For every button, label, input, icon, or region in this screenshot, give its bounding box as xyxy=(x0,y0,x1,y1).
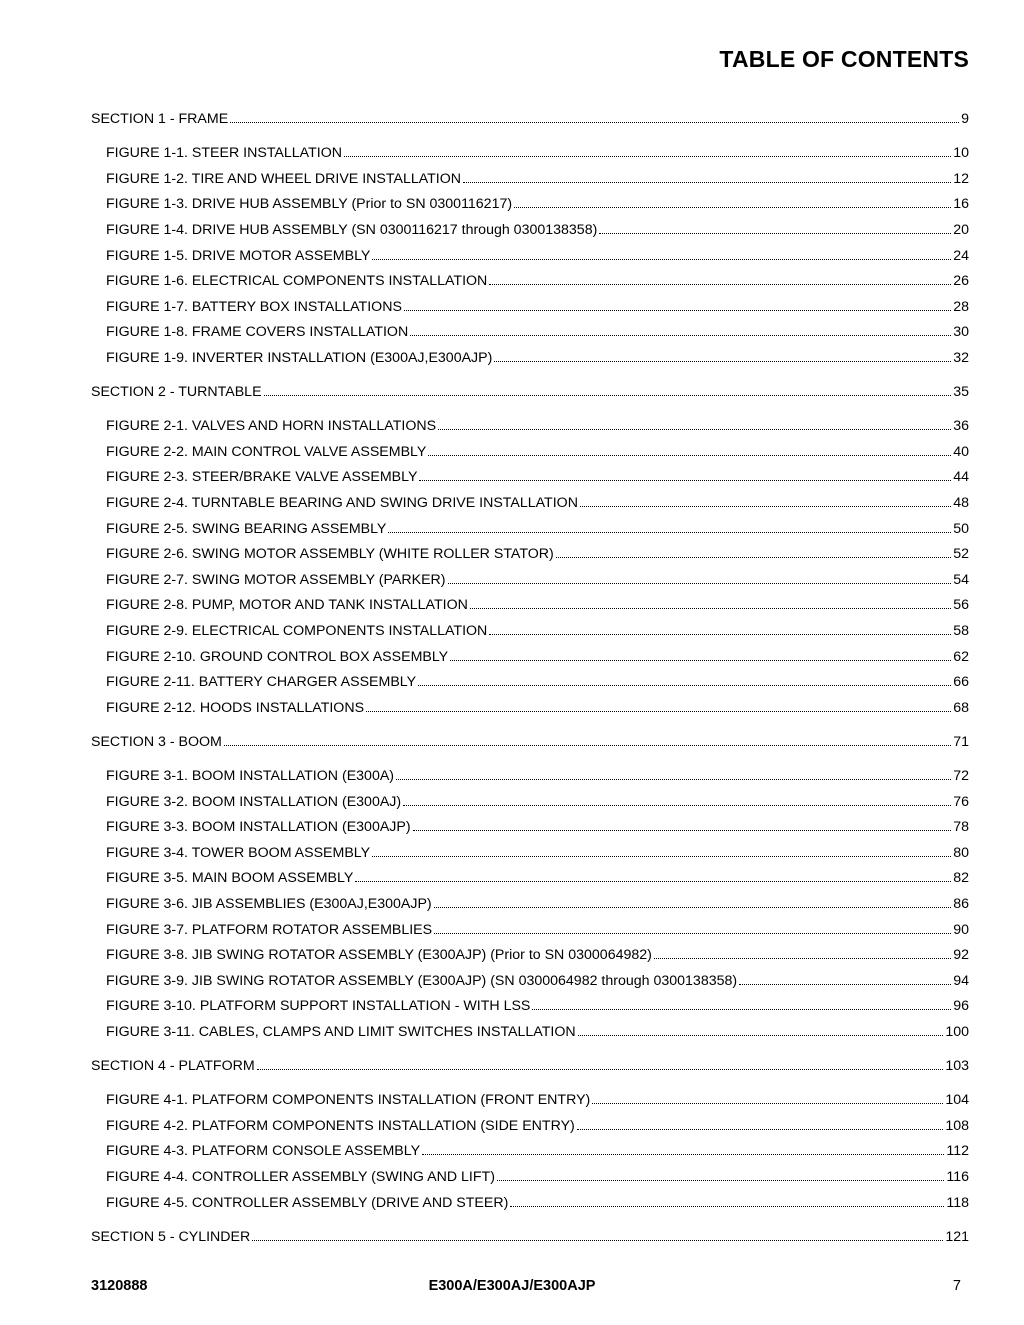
toc-entry-page: 52 xyxy=(953,546,969,563)
toc-entry-page: 30 xyxy=(953,324,969,341)
toc-figure-entry[interactable] xyxy=(106,245,969,265)
toc-entry-label: SECTION 3 - BOOM xyxy=(91,733,222,750)
toc-figure-entry[interactable] xyxy=(106,594,969,614)
dot-leader xyxy=(257,1055,944,1070)
toc-entry-label: FIGURE 2-12. HOODS INSTALLATIONS xyxy=(106,699,365,716)
dot-leader xyxy=(434,919,951,934)
dot-leader xyxy=(448,569,952,584)
toc-figure-entry[interactable] xyxy=(106,569,969,589)
toc-figure-entry[interactable] xyxy=(106,867,969,887)
dot-leader xyxy=(396,765,951,780)
toc-figure-entry[interactable] xyxy=(106,518,969,538)
toc-entry-label: FIGURE 1-3. DRIVE HUB ASSEMBLY (Prior to SN 0300116217) xyxy=(106,196,513,213)
toc-entry-label: FIGURE 1-8. FRAME COVERS INSTALLATION xyxy=(106,324,409,341)
dot-leader xyxy=(419,466,951,481)
toc-figure-entry[interactable] xyxy=(106,995,969,1015)
dot-leader xyxy=(463,168,951,183)
toc-figure-entry[interactable] xyxy=(106,765,969,785)
page-title: TABLE OF CONTENTS xyxy=(719,46,969,72)
toc-figure-entry[interactable] xyxy=(106,1140,969,1160)
dot-leader xyxy=(252,1226,943,1241)
dot-leader xyxy=(388,518,951,533)
dot-leader xyxy=(404,296,951,311)
toc-entry-page: 100 xyxy=(945,1023,969,1040)
toc-figure-entry[interactable] xyxy=(106,620,969,640)
toc-entry-label: FIGURE 2-6. SWING MOTOR ASSEMBLY (WHITE ROLLER STATOR) xyxy=(106,546,554,563)
toc-entry-label: FIGURE 2-10. GROUND CONTROL BOX ASSEMBLY xyxy=(106,648,449,665)
toc-entry-label: SECTION 1 - FRAME xyxy=(91,111,229,127)
toc-entry-page: 24 xyxy=(953,247,969,264)
dot-leader xyxy=(578,1021,944,1036)
toc-entry-label: FIGURE 2-8. PUMP, MOTOR AND TANK INSTALLATION xyxy=(106,597,468,614)
toc-entry-page: 50 xyxy=(953,520,969,537)
toc-entry-label: FIGURE 2-5. SWING BEARING ASSEMBLY xyxy=(106,520,387,537)
dot-leader xyxy=(510,1192,944,1207)
toc-entry-page: 28 xyxy=(953,298,969,315)
toc-figure-entry[interactable] xyxy=(106,270,969,290)
dot-leader xyxy=(470,594,951,609)
toc-entry-label: FIGURE 2-3. STEER/BRAKE VALVE ASSEMBLY xyxy=(106,469,418,486)
toc-entry-page: 80 xyxy=(953,844,969,861)
dot-leader xyxy=(413,816,952,831)
toc-figure-entry[interactable] xyxy=(106,441,969,461)
toc-entry-label: FIGURE 1-4. DRIVE HUB ASSEMBLY (SN 0300116217 through 0300138358) xyxy=(106,221,598,238)
dot-leader xyxy=(438,415,951,430)
dot-leader xyxy=(372,245,951,260)
toc-entry-page: 20 xyxy=(953,221,969,238)
toc-entry-label: FIGURE 2-2. MAIN CONTROL VALVE ASSEMBLY xyxy=(106,443,427,460)
toc-entry-label: FIGURE 1-7. BATTERY BOX INSTALLATIONS xyxy=(106,298,402,315)
toc-entry-page: 40 xyxy=(953,443,969,460)
toc-entry-label: FIGURE 4-1. PLATFORM COMPONENTS INSTALLATION (FRONT ENTRY) xyxy=(106,1092,591,1109)
toc-entry-label: FIGURE 1-9. INVERTER INSTALLATION (E300AJ,E300AJP) xyxy=(106,349,493,366)
toc-figure-entry[interactable] xyxy=(106,816,969,836)
toc-entry-page: 26 xyxy=(953,273,969,290)
toc-entry-label: FIGURE 3-2. BOOM INSTALLATION (E300AJ) xyxy=(106,793,402,810)
toc-figure-entry[interactable] xyxy=(106,1115,969,1135)
toc-entry-page: 76 xyxy=(953,793,969,810)
toc-entry-label: FIGURE 2-4. TURNTABLE BEARING AND SWING DRIVE INSTALLATION xyxy=(106,494,578,511)
toc-entry-label: FIGURE 2-1. VALVES AND HORN INSTALLATIONS xyxy=(106,418,437,435)
toc-entry-label: FIGURE 2-7. SWING MOTOR ASSEMBLY (PARKER) xyxy=(106,571,446,588)
toc-entry-page: 68 xyxy=(953,699,969,716)
toc-figure-entry[interactable] xyxy=(106,193,969,213)
toc-figure-entry[interactable] xyxy=(106,466,969,486)
toc-entry-label: FIGURE 2-9. ELECTRICAL COMPONENTS INSTALLATION xyxy=(106,622,488,639)
toc-entry-label: FIGURE 4-5. CONTROLLER ASSEMBLY (DRIVE AND STEER) xyxy=(106,1194,509,1211)
toc-entry-label: FIGURE 1-2. TIRE AND WHEEL DRIVE INSTALLATION xyxy=(106,170,462,187)
toc-entry-label: FIGURE 3-4. TOWER BOOM ASSEMBLY xyxy=(106,844,371,861)
toc-entry-label: SECTION 4 - PLATFORM xyxy=(91,1058,255,1074)
dot-leader xyxy=(556,543,951,558)
toc-figure-entry[interactable] xyxy=(106,697,969,717)
toc-section-entry[interactable] xyxy=(91,381,969,401)
toc-entry-label: FIGURE 3-7. PLATFORM ROTATOR ASSEMBLIES xyxy=(106,921,433,938)
dot-leader xyxy=(230,108,959,123)
dot-leader xyxy=(450,646,951,661)
toc-entry-label: FIGURE 3-3. BOOM INSTALLATION (E300AJP) xyxy=(106,819,411,836)
toc-entry-page: 36 xyxy=(953,418,969,435)
toc-entry-page: 108 xyxy=(945,1117,969,1134)
toc-entry-page: 86 xyxy=(953,895,969,912)
toc-entry-page: 90 xyxy=(953,921,969,938)
dot-leader xyxy=(514,193,951,208)
dot-leader xyxy=(372,842,951,857)
toc-entry-page: 78 xyxy=(953,819,969,836)
toc-figure-entry[interactable] xyxy=(106,415,969,435)
footer-model: E300A/E300AJ/E300AJP xyxy=(428,1278,596,1294)
toc-entry-label: FIGURE 3-6. JIB ASSEMBLIES (E300AJ,E300AJP) xyxy=(106,895,432,912)
toc-figure-entry[interactable] xyxy=(106,219,969,239)
toc-section-entry[interactable] xyxy=(91,731,969,751)
toc-entry-label: FIGURE 3-11. CABLES, CLAMPS AND LIMIT SWITCHES INSTALLATION xyxy=(106,1023,576,1040)
toc-entry-page: 12 xyxy=(953,170,969,187)
toc-entry-label: FIGURE 2-11. BATTERY CHARGER ASSEMBLY xyxy=(106,674,417,691)
toc-entry-page: 16 xyxy=(953,196,969,213)
toc-section-entry[interactable] xyxy=(91,108,969,128)
toc-figure-entry[interactable] xyxy=(106,492,969,512)
toc-entry-page: 9 xyxy=(961,111,969,127)
toc-entry-label: FIGURE 3-10. PLATFORM SUPPORT INSTALLATION - WITH LSS xyxy=(106,998,531,1015)
dot-leader xyxy=(366,697,951,712)
toc-figure-entry[interactable] xyxy=(106,142,969,162)
toc-entry-label: FIGURE 3-5. MAIN BOOM ASSEMBLY xyxy=(106,870,354,887)
dot-leader xyxy=(434,893,952,908)
toc-entry-page: 72 xyxy=(953,767,969,784)
dot-leader xyxy=(592,1089,943,1104)
toc-entry-page: 32 xyxy=(953,349,969,366)
toc-entry-page: 58 xyxy=(953,622,969,639)
toc-entry-page: 112 xyxy=(946,1143,969,1160)
toc-figure-entry[interactable] xyxy=(106,321,969,341)
toc-figure-entry[interactable] xyxy=(106,1192,969,1212)
toc-entry-label: FIGURE 4-3. PLATFORM CONSOLE ASSEMBLY xyxy=(106,1143,421,1160)
toc-figure-entry[interactable] xyxy=(106,168,969,188)
dot-leader xyxy=(599,219,951,234)
toc-entry-label: FIGURE 3-1. BOOM INSTALLATION (E300A) xyxy=(106,767,395,784)
toc-entry-page: 116 xyxy=(946,1168,969,1185)
toc-entry-page: 82 xyxy=(953,870,969,887)
toc-entry-page: 48 xyxy=(953,494,969,511)
toc-entry-page: 103 xyxy=(945,1058,969,1074)
toc-section-entry[interactable] xyxy=(91,1226,969,1246)
dot-leader xyxy=(355,867,951,882)
toc-figure-entry[interactable] xyxy=(106,944,969,964)
toc-entry-page: 10 xyxy=(953,145,969,162)
dot-leader xyxy=(532,995,951,1010)
toc-entry-label: FIGURE 1-6. ELECTRICAL COMPONENTS INSTALLATION xyxy=(106,273,488,290)
toc-entry-page: 92 xyxy=(953,947,969,964)
toc-entry-page: 66 xyxy=(953,674,969,691)
toc-figure-entry[interactable] xyxy=(106,671,969,691)
toc-figure-entry[interactable] xyxy=(106,1021,969,1041)
toc-figure-entry[interactable] xyxy=(106,543,969,563)
toc-entry-page: 35 xyxy=(953,384,969,400)
dot-leader xyxy=(403,791,951,806)
toc-entry-label: SECTION 2 - TURNTABLE xyxy=(91,384,262,400)
toc-entry-page: 62 xyxy=(953,648,969,665)
toc-entry-page: 71 xyxy=(953,733,969,750)
dot-leader xyxy=(489,620,951,635)
dot-leader xyxy=(428,441,951,456)
dot-leader xyxy=(580,492,951,507)
toc-figure-entry[interactable] xyxy=(106,347,969,367)
toc-figure-entry[interactable] xyxy=(106,919,969,939)
toc-figure-entry[interactable] xyxy=(106,842,969,862)
dot-leader xyxy=(422,1140,944,1155)
dot-leader xyxy=(739,970,951,985)
toc-figure-entry[interactable] xyxy=(106,970,969,990)
dot-leader xyxy=(654,944,951,959)
toc-entry-page: 56 xyxy=(953,597,969,614)
dot-leader xyxy=(418,671,951,686)
toc-entry-label: FIGURE 3-9. JIB SWING ROTATOR ASSEMBLY (E300AJP) (SN 0300064982 through 0300138358) xyxy=(106,972,738,989)
toc-figure-entry[interactable] xyxy=(106,646,969,666)
toc-section-entry[interactable] xyxy=(91,1055,969,1075)
dot-leader xyxy=(497,1166,944,1181)
dot-leader xyxy=(494,347,951,362)
dot-leader xyxy=(577,1115,944,1130)
toc-figure-entry[interactable] xyxy=(106,1089,969,1109)
dot-leader xyxy=(224,731,951,746)
footer-page-number: 7 xyxy=(952,1278,961,1294)
toc-figure-entry[interactable] xyxy=(106,1166,969,1186)
dot-leader xyxy=(489,270,951,285)
toc-entry-label: FIGURE 4-4. CONTROLLER ASSEMBLY (SWING AND LIFT) xyxy=(106,1168,495,1185)
toc-entry-label: FIGURE 3-8. JIB SWING ROTATOR ASSEMBLY (E300AJP) (Prior to SN 0300064982) xyxy=(106,947,652,964)
toc-entry-label: FIGURE 1-5. DRIVE MOTOR ASSEMBLY xyxy=(106,247,371,264)
dot-leader xyxy=(344,142,951,157)
toc-entry-page: 44 xyxy=(953,469,969,486)
footer-doc-number: 3120888 xyxy=(91,1278,148,1294)
toc-figure-entry[interactable] xyxy=(106,893,969,913)
toc-entry-page: 104 xyxy=(945,1092,969,1109)
toc-entry-label: FIGURE 1-1. STEER INSTALLATION xyxy=(106,145,342,162)
toc-entry-page: 94 xyxy=(953,972,969,989)
toc-figure-entry[interactable] xyxy=(106,296,969,316)
dot-leader xyxy=(410,321,951,336)
dot-leader xyxy=(264,381,952,396)
toc-entry-page: 118 xyxy=(946,1194,969,1211)
toc-entry-page: 54 xyxy=(953,571,969,588)
toc-entry-label: SECTION 5 - CYLINDER xyxy=(91,1228,251,1245)
toc-entry-label: FIGURE 4-2. PLATFORM COMPONENTS INSTALLATION (SIDE ENTRY) xyxy=(106,1117,575,1134)
toc-figure-entry[interactable] xyxy=(106,791,969,811)
toc-entry-page: 96 xyxy=(953,998,969,1015)
toc-entry-page: 121 xyxy=(945,1228,969,1245)
